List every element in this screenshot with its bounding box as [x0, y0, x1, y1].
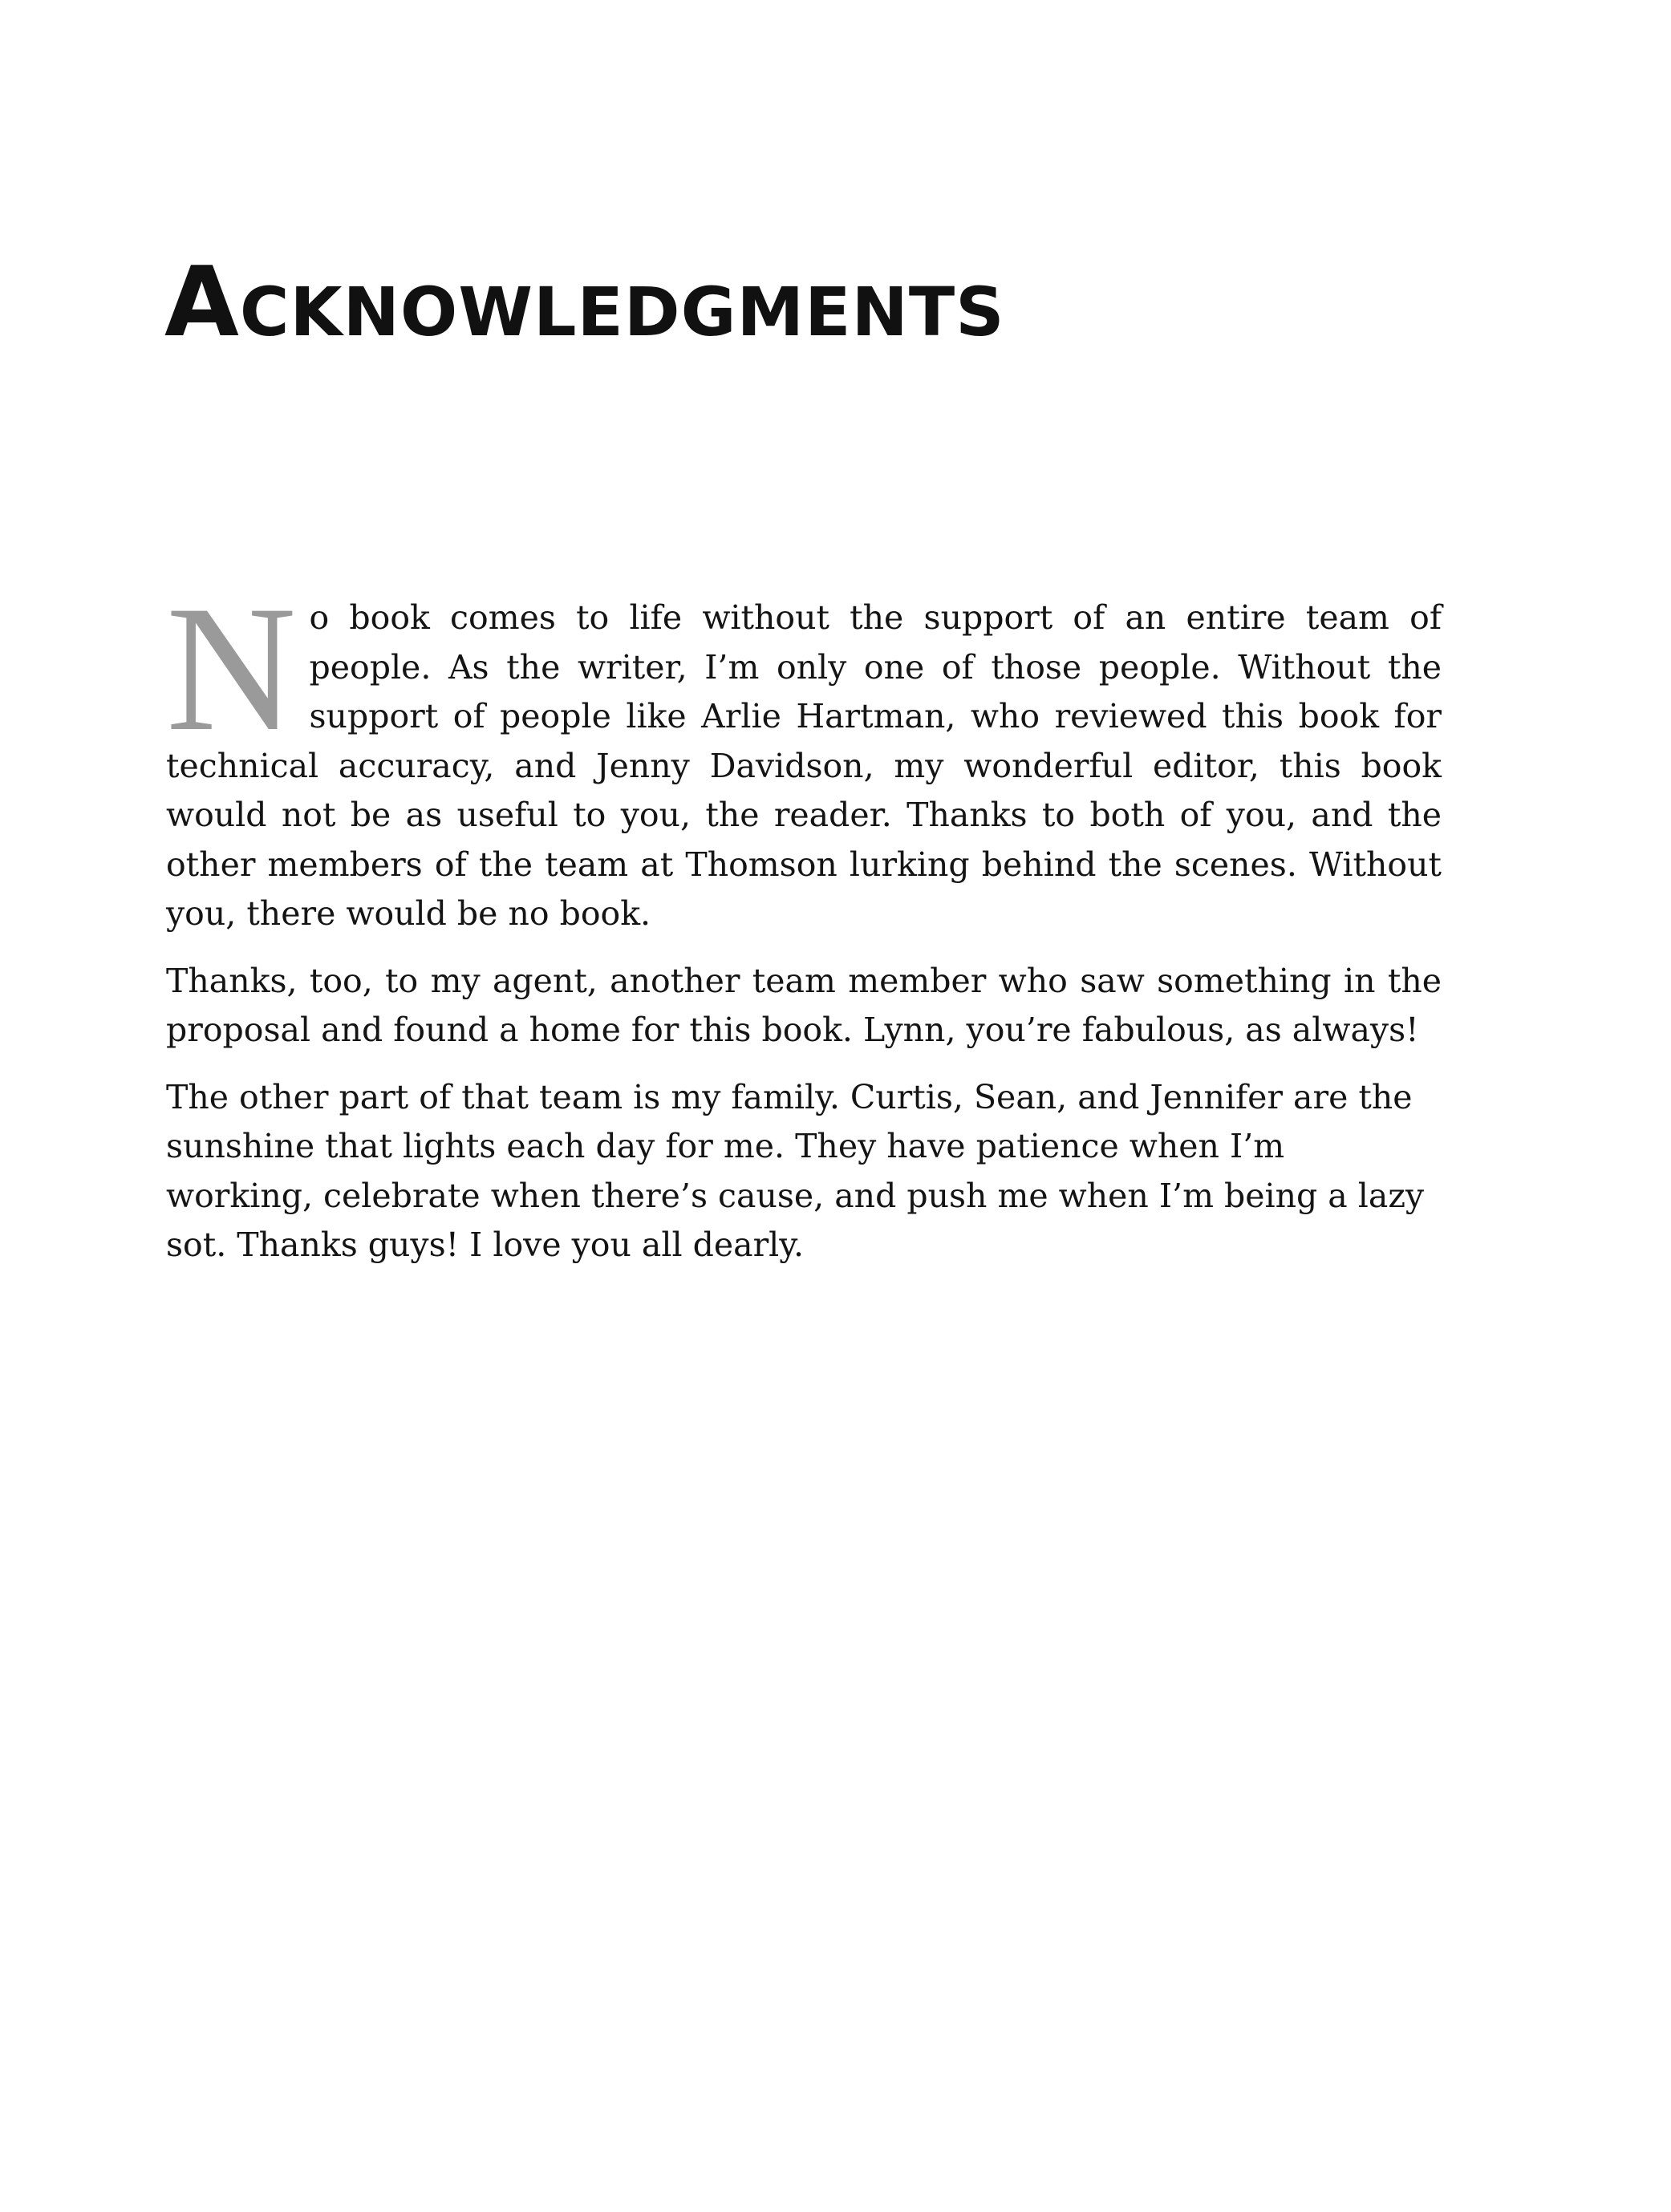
paragraph-3: The other part of that team is my family. Curtis, Sean, and Jennifer are the sunshine that lights each day for me. They have patience when I’m working, celebrate when there’s cause, and push me when I’m being a lazy sot. Thanks guys! I love you all dearly. [166, 1077, 1425, 1264]
page-title: Acknowledgments [164, 247, 1005, 359]
paragraph-2: Thanks, too, to my agent, another team member who saw something in the proposal and found a home for this book. Lynn, you’re fabulous, as always! [166, 961, 1442, 1049]
drop-cap: N [166, 568, 297, 768]
paragraph-1 [166, 568, 1442, 939]
acknowledgments-body [166, 568, 1442, 1288]
paragraph-1-text: o book comes to life without the support of an entire team of people. As the writer, I’m only one of those people. Without the support of people like Arlie Hartman, who reviewed this book for technical accuracy, and Jenny Davidson, my wonderful editor, this book would not be as useful to you, the reader. Thanks to both of you, and the other members of the team at Thomson lurking behind the scenes. Without you, there would be no book. [166, 598, 1442, 933]
